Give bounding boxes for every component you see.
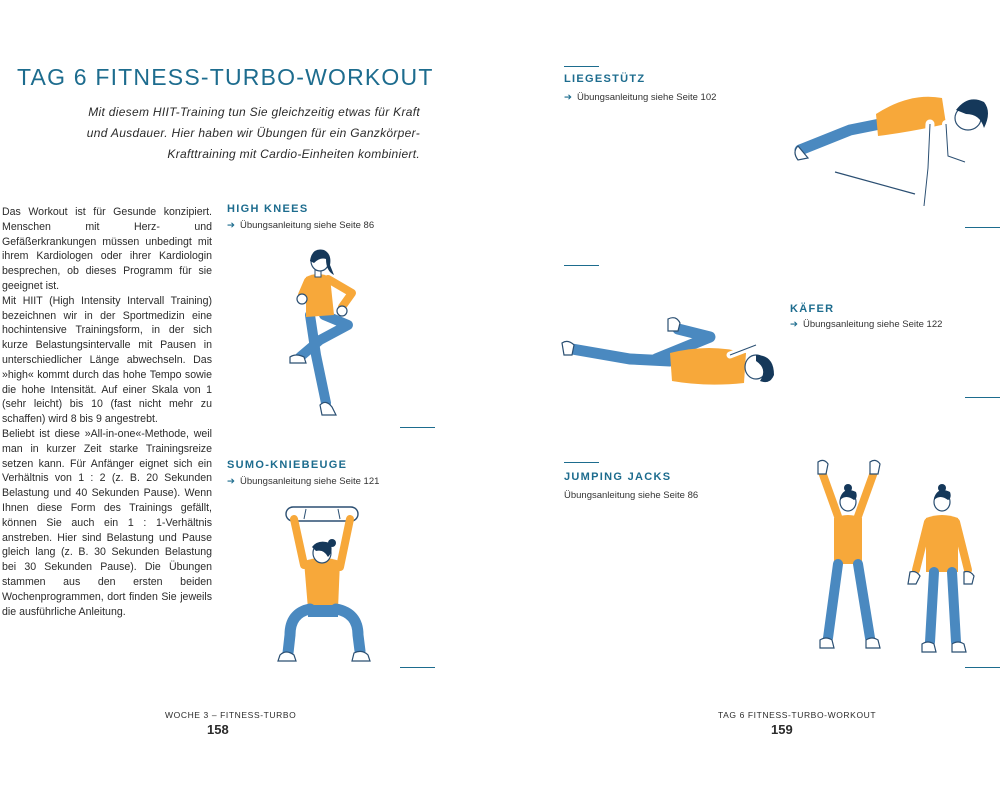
high-knees-illustration (280, 245, 380, 430)
divider (564, 265, 599, 266)
intro-line: und Ausdauer. Hier haben wir Übungen für ein Ganzkörper- (86, 126, 420, 140)
divider (564, 66, 599, 67)
page-number: 158 (207, 722, 229, 737)
push-up-illustration (790, 88, 1000, 218)
exercise-ref-high-knees (227, 220, 374, 231)
arrow-right-icon: ➔ (564, 92, 572, 103)
body-text (2, 205, 212, 619)
divider (965, 227, 1000, 228)
kaefer-illustration (560, 315, 780, 390)
arrow-right-icon: ➔ (790, 319, 798, 330)
exercise-title-liegestuetz: LIEGESTÜTZ (564, 73, 646, 85)
exercise-title-sumo: SUMO-KNIEBEUGE (227, 459, 348, 471)
exercise-title-kaefer: KÄFER (790, 303, 835, 315)
body-paragraph: Das Workout ist für Gesunde konzipiert. Menschen mit Herz- und Gefäßerkrankungen müssen unbedingt mit ihrem Kardiologen oder ihrer Kardiologin besprechen, ob dieses Programm für sie geeignet ist. (2, 206, 212, 292)
jumping-jacks-illustration (800, 460, 980, 655)
sumo-squat-illustration (278, 505, 378, 670)
divider (965, 397, 1000, 398)
divider (965, 667, 1000, 668)
arrow-right-icon: ➔ (227, 220, 235, 231)
exercise-ref-text: Übungsanleitung siehe Seite 121 (239, 476, 380, 487)
exercise-ref-text: Übungsanleitung siehe Seite 86 (239, 220, 375, 231)
body-paragraph: Beliebt ist diese »All-in-one«-Methode, weil man in kurzer Zeit starke Trainingsreize setzen kann. Für Anfänger eignet sich ein Verhältnis von 1 : 2 (z. B. 20 Sekunden Belastung und 40 Sekunden Pause). Wenn Ihnen diese Form des Trainings gefällt, können Sie auch ein 1 : 1-Verhältnis anstreben. Hier sind Belastung und Pause gleich lang (z. B. 30 Sekunden Belastung bei 30 Sekunden Pause). Die Übungen stammen aus den ersten beiden Wochenprogrammen, dort finden Sie jeweils die ausführliche Anleitung. (2, 427, 212, 618)
arrow-right-icon: ➔ (227, 476, 235, 487)
intro-text (80, 102, 420, 165)
intro-line: Mit diesem HIIT-Training tun Sie gleichzeitig etwas für Kraft (88, 105, 420, 119)
exercise-title-jumping-jacks: JUMPING JACKS (564, 471, 672, 483)
exercise-ref-kaefer (790, 319, 942, 330)
exercise-ref-jumping-jacks: Übungsanleitung siehe Seite 86 (564, 490, 699, 501)
divider (400, 427, 435, 428)
exercise-ref-text: Übungsanleitung siehe Seite 102 (576, 92, 717, 103)
exercise-ref-text: Übungsanleitung siehe Seite 122 (802, 319, 943, 330)
divider (564, 462, 599, 463)
exercise-ref-liegestuetz (564, 92, 716, 103)
exercise-title-high-knees: HIGH KNEES (227, 203, 309, 215)
divider (400, 667, 435, 668)
right-page (500, 0, 1000, 800)
intro-line: Krafttraining mit Cardio-Einheiten kombiniert. (167, 147, 420, 161)
body-paragraph: Mit HIIT (High Intensity Intervall Training) bezeichnen wir in der Sportmedizin eine hochintensive Trainingsform, in der sich kurze Belastungsintervalle mit Pausen in unterschiedlicher Länge abwechseln. Das »high« kommt durch das hohe Tempo sowie die hohe Intensität. Auf einer Skala von 1 (sehr leicht) bis 10 (fast nicht mehr zu schaffen) wird 8 bis 9 angestrebt. (2, 294, 212, 426)
exercise-ref-sumo (227, 476, 379, 487)
page-title: TAG 6 FITNESS-TURBO-WORKOUT (17, 64, 434, 90)
footer-section-label: WOCHE 3 – FITNESS-TURBO (165, 710, 297, 720)
page-number: 159 (771, 722, 793, 737)
footer-section-label: TAG 6 FITNESS-TURBO-WORKOUT (718, 710, 877, 720)
